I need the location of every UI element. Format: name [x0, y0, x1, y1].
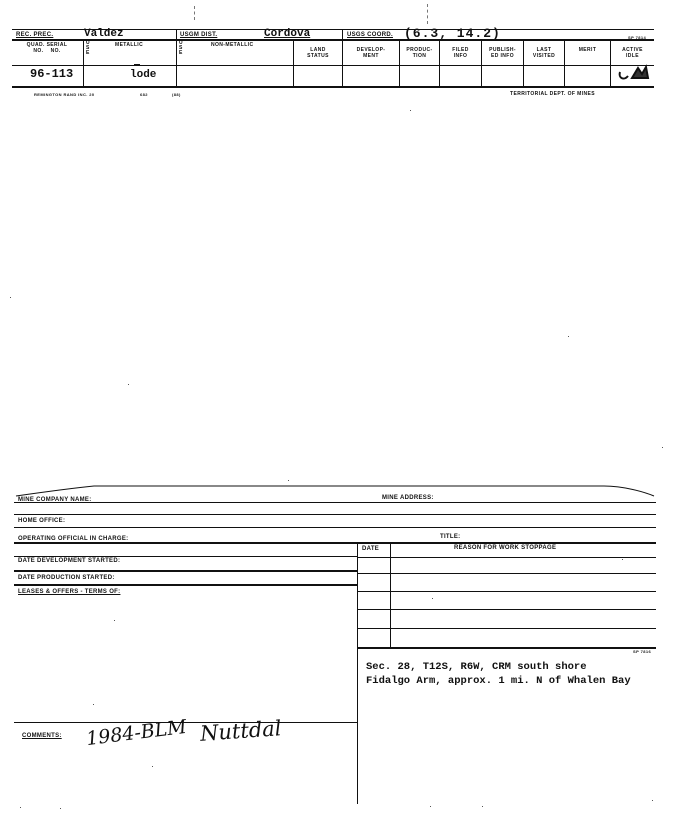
scan-speck [114, 620, 115, 621]
bottom-card-rule [14, 584, 358, 586]
col-development: DEVELOP- MENT [356, 47, 386, 59]
home-office-label: HOME OFFICE: [18, 518, 66, 524]
bottom-card-rule [358, 647, 656, 649]
scan-speck [10, 297, 11, 298]
mine-address-label: MINE ADDRESS: [382, 495, 434, 501]
scan-speck [652, 800, 653, 801]
scan-speck [410, 110, 411, 111]
usgm-dist-value: Cordova [264, 28, 311, 40]
scan-speck [568, 336, 569, 337]
operating-official-label: OPERATING OFFICIAL IN CHARGE: [18, 536, 129, 542]
form-number: SP 7816 [633, 649, 652, 654]
bottom-card-rule [358, 591, 656, 592]
scan-speck [93, 704, 94, 705]
comments-label: COMMENTS: [22, 733, 62, 739]
printer-code: 682 [140, 92, 148, 97]
bottom-card-rule [358, 609, 656, 610]
scan-speck [128, 384, 129, 385]
col-filed-info: FILED INFO [452, 47, 469, 59]
bottom-card-rule [14, 556, 358, 557]
date-development-label: DATE DEVELOPMENT STARTED: [18, 558, 121, 564]
printer-credit: REMINGTON RAND INC. 20 [34, 92, 95, 97]
bottom-card-divider [390, 542, 391, 647]
usgs-coord-label: USGS COORD. [347, 32, 393, 38]
date-column-label: DATE [362, 546, 380, 552]
col-use-non-metallic: U S E [179, 40, 184, 56]
top-card-divider [83, 39, 84, 86]
scan-speck [482, 806, 483, 807]
location-line-1: Sec. 28, T12S, R6W, CRM south shore [366, 661, 587, 673]
top-card-divider [176, 29, 177, 86]
scan-speck [430, 806, 431, 807]
col-published-info: PUBLISH- ED INFO [489, 47, 516, 59]
scan-speck [152, 766, 153, 767]
scan-mark [427, 4, 429, 24]
active-idle-mark-icon [616, 64, 652, 84]
leases-offers-label: LEASES & OFFERS - TERMS OF: [18, 589, 121, 595]
mine-company-label: MINE COMPANY NAME: [18, 497, 92, 503]
rec-prec-label: REC. PREC. [16, 32, 54, 38]
bottom-card-divider [357, 542, 358, 804]
scan-speck [288, 480, 289, 481]
bottom-card-rule [14, 514, 656, 515]
usgm-dist-label: USGM DIST. [180, 32, 218, 38]
use-mark [134, 64, 140, 66]
col-last-visited: LAST VISITED [532, 47, 556, 59]
department-name: TERRITORIAL DEPT. OF MINES [510, 91, 595, 97]
comments-handwriting-2: Nuttdal [199, 716, 283, 746]
bottom-card-rule [14, 527, 656, 528]
card-edge [14, 478, 656, 500]
bottom-card-rule [14, 542, 656, 544]
scan-speck [622, 559, 623, 560]
col-active-idle: ACTIVE IDLE [622, 47, 643, 59]
title-label: TITLE: [440, 534, 461, 540]
bottom-card-rule [358, 573, 656, 574]
reason-column-label: REASON FOR WORK STOPPAGE [454, 545, 557, 551]
scan-speck [60, 808, 61, 809]
col-land-status: LAND STATUS [307, 47, 329, 59]
top-card-rule [12, 65, 654, 66]
metallic-value: lode [130, 69, 157, 81]
scan-speck [432, 598, 433, 599]
quad-serial-value: 96-113 [30, 67, 74, 81]
bottom-card-rule [14, 502, 656, 503]
col-metallic: METALLIC [115, 42, 144, 48]
top-card-rule [12, 86, 654, 88]
scan-speck [20, 807, 21, 808]
bottom-card-rule [14, 570, 358, 572]
bottom-card-rule [358, 557, 656, 558]
col-quad-serial: QUAD. SERIAL NO. NO. [26, 42, 68, 54]
printer-code-2: (88) [172, 92, 181, 97]
bottom-card-rule [358, 628, 656, 629]
col-non-metallic: NON-METALLIC [211, 42, 254, 48]
location-line-2: Fidalgo Arm, approx. 1 mi. N of Whalen Bay [366, 675, 631, 687]
scan-mark [194, 6, 196, 20]
form-number: SP 7814 [628, 35, 647, 40]
rec-prec-value: Valdez [84, 28, 124, 40]
comments-handwriting-1: 1984-BLM [85, 715, 188, 751]
col-production: PRODUC- TION [406, 47, 433, 59]
usgs-coord-value: (6.3, 14.2) [404, 26, 501, 41]
col-merit: MERIT [578, 47, 597, 53]
col-use-metallic: U S E [86, 40, 91, 56]
scan-speck [662, 447, 663, 448]
date-production-label: DATE PRODUCTION STARTED: [18, 575, 115, 581]
